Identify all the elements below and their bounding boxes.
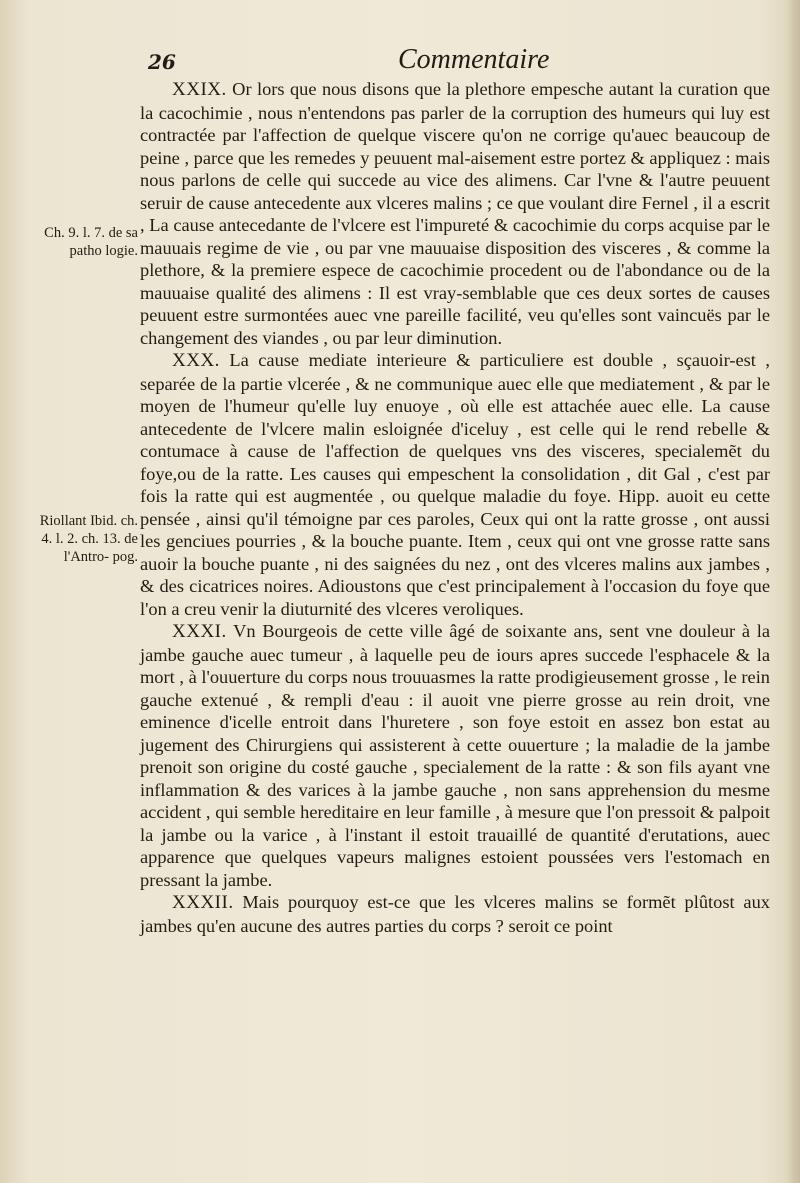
paragraph-text: Vn Bourgeois de cette ville âgé de soixante ans, sent vne douleur à la jambe gauche auec tumeur , à laquelle peu de iours apres succede l'esphacele & la mort , à l'ouuerture du corps nous trouuasmes la ratte prodigieusement grosse , le rein gauche extenué , & rempli d'eau : il auoit vne pierre grosse au rein droit, vne eminence d'icelle entroit dans l'huretere , son foye estoit en assez bon estat au jugement des Chirurgiens qui assisterent à cette ouuerture ; la maladie de la jambe prenoit son origine du costé gauche , specialement de la ratte : & son fils ayant vne inflammation & des varices à la jambe gauche , non sans apprehension du mesme accident , qui semble hereditaire en leur famille , à mesure que l'on pressoit & palpoit la jambe ou la varice , à l'instant il estoit trauaillé de quantité d'erutations, auec apparence que quelques vapeurs malignes estoient poussées vers l'estomach en pressant la jambe. xyxy=(140,621,770,890)
paragraph-xxxi xyxy=(140,620,770,891)
paragraph-xxx xyxy=(140,349,770,620)
margin-note-fernel: Ch. 9. l. 7. de sa patho logie. xyxy=(44,225,138,259)
paragraph-text: Or lors que nous disons que la plethore empesche autant la curation que la cacochimie , nous n'entendons pas parler de la corruption des humeurs qui luy est contractée par l'affection de quelque viscere qu'on ne corrige qu'auec beaucoup de peine , parce que les remedes y peuuent mal-aisement estre portez & appliquez : mais nous parlons de celle qui succede au vice des alimens. Car l'vne & l'autre peuuent seruir de cause antecedente aux vlceres malins ; ce que voulant dire Fernel , il a escrit , La cause antecedante de l'vlcere est l'impureté & cacochimie du corps acquise par le mauuais regime de vie , ou par vne mauuaise disposition des visceres , & comme la plethore, & la premiere espece de cacochimie procedent ou de l'abondance ou de la mauuaise qualité des alimens : Il est vray-semblable que ces deux sortes de causes peuuent estre surmontées auec vne pareille facilité, veu qu'elles sont vaincuës par le changement des viandes , ou par leur diminution. xyxy=(140,79,770,348)
paragraph-text: Mais pourquoy est-ce que les vlceres malins se formẽt plûtost aux jambes qu'en aucune des autres parties du corps ? seroit ce point xyxy=(140,892,770,936)
margin-note-riollant: Riollant Ibid. ch. 4. l. 2. ch. 13. de l'Antro- pog. xyxy=(39,513,138,565)
paragraph-number: XXXII. xyxy=(172,892,234,913)
running-title: Commentaire xyxy=(398,44,550,75)
page-header xyxy=(140,42,770,82)
paragraph-number: XXIX. xyxy=(172,79,227,100)
page-number: 26 xyxy=(148,50,176,74)
main-text-column xyxy=(140,78,770,937)
paragraph-text: La cause mediate interieure & particuliere est double , sçauoir-est , separée de la partie vlcerée , & ne communique auec elle que mediatement , & par le moyen de l'humeur qu'elle luy enuoye , où elle est attachée auec elle. La cause antecedente de l'vlcere malin esloignée d'iceluy , est celle qui le rend rebelle & contumace à cause de l'affection de quelques vns des visceres, specialemẽt du foye,ou de la ratte. Les causes qui empeschent la consolidation , dit Gal , c'est par fois la ratte qui est augmentée , ou quelque maladie du foye. Hipp. auoit eu cette pensée , ainsi qu'il témoigne par ces paroles, Ceux qui ont la ratte grosse , ont aussi les genciues pourries , & la bouche puante. Item , ceux qui ont vne grosse ratte sans auoir la bouche puante , ni des saignées du nez , ont des vlceres malins aux jambes , & des cicatrices noires. Adioustons que c'est principalement à l'occasion du foye que l'on a creu venir la diuturnité des vlceres veroliques. xyxy=(140,350,770,619)
paragraph-number: XXXI. xyxy=(172,621,227,642)
page-edge-shadow xyxy=(786,0,800,1183)
paragraph-xxxii xyxy=(140,891,770,937)
paragraph-number: XXX. xyxy=(172,350,220,371)
paragraph-xxix xyxy=(140,78,770,349)
